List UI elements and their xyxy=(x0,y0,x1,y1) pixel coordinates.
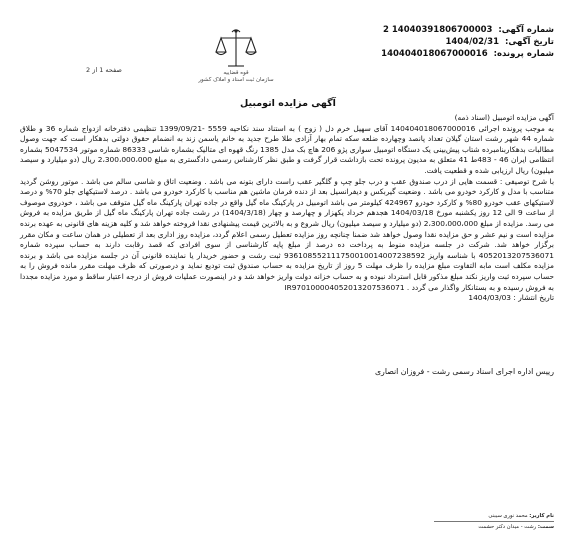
ad-date-value: 1404/02/31 xyxy=(445,37,499,47)
ad-date-row xyxy=(381,36,554,48)
case-number-row xyxy=(381,48,554,60)
ad-title: آگهی مزایده اتومبیل xyxy=(240,98,336,109)
page-indicator: صفحه 1 از 2 xyxy=(86,66,122,74)
ad-body xyxy=(20,113,554,304)
body-heading: آگهی مزایده اتومبیل (اسناد ذمه) xyxy=(454,113,554,122)
body-paragraph-2: با شرح توصیفی : قسمت هایی از درب صندوق عقب و درب جلو چپ و گلگیر عقب راست دارای بتونه می باشد . وضعیت اتاق و شاسی سالم می باشد . موتور روشن گردید متناسب با مدل و کارکرد خودرو می باشد . وضعیت گیربکس و دیفرانسیل بعد از دنده فرمان ماشین هم مناسب با کارکرد خودرو می باشد . درصد لاستیکهای جلو 70% و درصد لاستیکهای عقب خودرو 80% و کارکرد خودرو 424967 کیلومتر می باشد اتومبیل در پارکینگ ماه گیل واقع در جاده تهران پارکینگ ماه گیل متوقف می باشد ، خودروی موصوف از ساعت 9 الی 12 روز یکشنبه مورخ 1404/03/18 هجدهم خرداد یکهزار و چهارصد و چهار (1404/3/18) در رشت جاده تهران پارکینگ ماه گیل از طریق مزایده به فروش می رسد. مزایده از مبلغ 2،300،000،000 (دو میلیارد و سیصد میلیون) ریال شروع و به بالاترین قیمت پیشنهادی نقدا فروخته خواهد شد و کلیه هزینه های قانونی به عهده برنده مزایده است و نیم عشر و حق مزایده نقدا وصول خواهد شد ضمنا چنانچه روز مزایده تعطیل رسمی اعلام گردد، مزایده روز اداری بعد از تعطیلی در همان ساعت و مکان مقرر برگزار خواهد شد. شرکت در جلسه مزایده منوط به پرداخت ده درصد از مبلغ پایه کارشناسی از سوی افرادی که قصد رقابت دارند به حساب سپرده شماره 4052013207536071 با شناسه واریز 936108552111750010014007238592 ثبت رشت و حضور خریدار یا نماینده قانونی آن در جلسه مزایده می باشد و برنده مزایده مکلف است مابه التفاوت مبلغ مزایده را ظرف مهلت 5 روز از تاریخ مزایده به حساب صندوق ثبت تودیع نماید و درصورتی که ظرف مهلت مقرر مانده فروش را به حساب سپرده ثبت واریز نکند مبلغ مذکور قابل استرداد نبوده و به حساب خزانه دولت واریز خواهد شد و در اینصورت عملیات فروش از درجه اعتبار ساقط و مورد مزایده مجددا به فروش رسیده و به بستانکار واگذار می گردد . IR970100004052013207536071 xyxy=(20,176,555,292)
footer-title-label: سمت: xyxy=(537,524,554,530)
org-caption: قوه قضاییه سازمان ثبت اسناد و املاک کشور xyxy=(198,70,274,83)
judiciary-emblem-icon xyxy=(212,26,260,70)
publish-date: تاریخ انتشار : 1404/03/03 xyxy=(468,293,554,303)
footer-name: محمد نوری سیبنی xyxy=(488,513,528,519)
footer-title-row xyxy=(434,523,554,531)
ad-number-row xyxy=(381,24,554,36)
footer-name-row xyxy=(434,512,554,520)
body-paragraph-1: به موجب پرونده اجرائی 140404018067000016 آقای سهیل خرم دل ( زوج ) به استناد سند نکاحیه 5559 -1399/09/21 تنظیمی دفترخانه ازدواج شماره 36 و طلاق شماره 44 شهر رشت استان گیلان تعداد پانصد وچهارده ضلعه سکه تمام بهار آزادی طلا طرح جدید به خانم یاسمن زند به انضمام حقوق دولتی بدهکار است که جهت وصول مطالبات بدهکاربنامبرده شتاب پیش‌بینی یک دستگاه اتومبیل سواری پژو 206 هاچ بک مدل 1385 رنگ قهوه ای متالیک بشماره شاسی 86333 شماره موتور 5047534 بشماره انتظامی ایران 46 - 483ط 41 متعلق به مدیون پرونده تحت بازداشت قرار گرفت و طبق نظر کارشناس رسمی دادگستری به مبلغ 2،300،000،000 ریال (دو میلیارد و سیصد میلیون) ریال ارزیابی شده و قطعیت یافت. xyxy=(20,123,554,175)
footer-divider xyxy=(434,521,554,522)
case-number-label: شماره پرونده: xyxy=(493,49,554,59)
ad-number-value: 14040391806700003 2 xyxy=(383,25,493,35)
ad-number-label: شماره آگهی: xyxy=(498,25,554,35)
signature: رییس اداره اجرای اسناد رسمی رشت - فروزان انصاری xyxy=(374,367,554,376)
header-fields xyxy=(381,24,554,60)
footer-title: رشت - میدان دکتر حشمت xyxy=(478,524,537,530)
case-number-value: 140404018067000016 xyxy=(381,49,488,59)
footer-stamp xyxy=(434,512,554,531)
ad-date-label: تاریخ آگهی: xyxy=(504,37,554,47)
footer-name-label: نام کاربر: xyxy=(529,513,554,519)
